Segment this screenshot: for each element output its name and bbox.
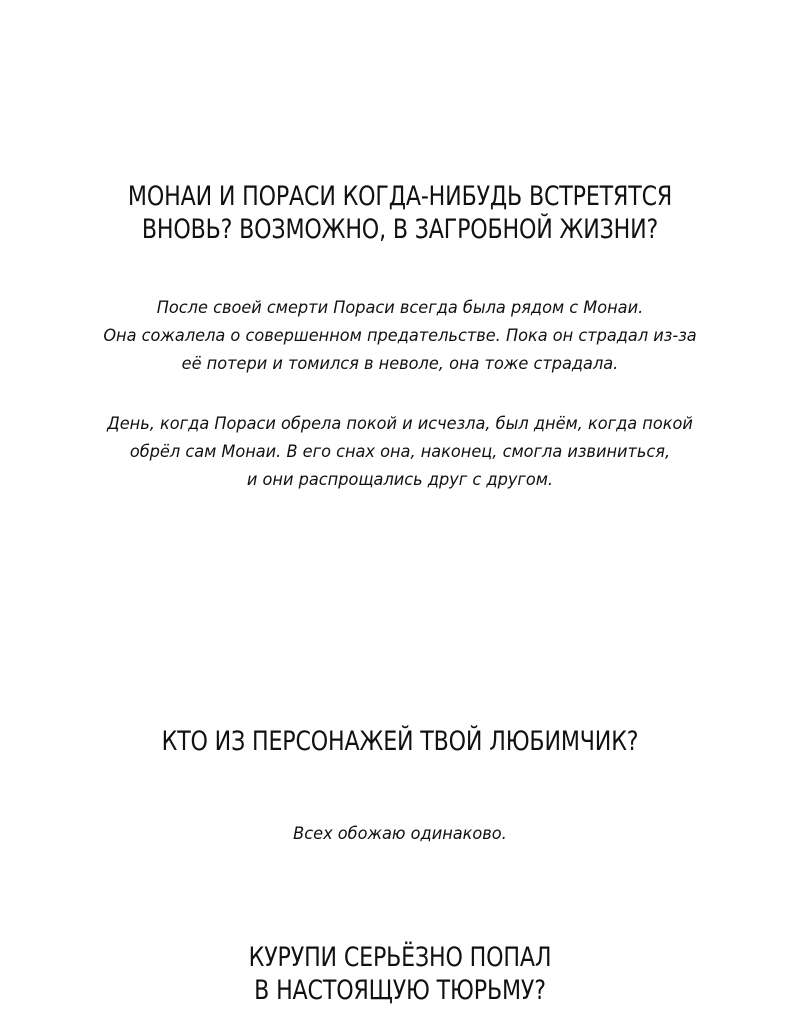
question-line: КУРУПИ СЕРЬЁЗНО ПОПАЛ <box>248 942 552 973</box>
answer-line: Она сожалела о совершенном предательстве. Пока он страдал из-за <box>103 326 697 346</box>
question-line: КТО ИЗ ПЕРСОНАЖЕЙ ТВОЙ ЛЮБИМЧИК? <box>161 726 639 757</box>
answer-line: После своей смерти Пораси всегда была рядом с Монаи. <box>156 298 644 318</box>
question-heading-3 <box>72 941 728 1007</box>
answer-line: её потери и томился в неволе, она тоже страдала. <box>181 354 619 374</box>
answer-line: обрёл сам Монаи. В его снах она, наконец, смогла извиниться, <box>129 442 671 462</box>
answer-paragraph-3 <box>20 820 780 848</box>
answer-paragraph-1 <box>20 294 780 378</box>
question-heading-1 <box>72 180 728 246</box>
answer-paragraph-2 <box>20 410 780 494</box>
question-line: МОНАИ И ПОРАСИ КОГДА-НИБУДЬ ВСТРЕТЯТСЯ <box>127 181 673 212</box>
question-line: В НАСТОЯЩУЮ ТЮРЬМУ? <box>254 975 546 1006</box>
answer-line: Всех обожаю одинаково. <box>293 824 507 844</box>
answer-line: и они распрощались друг с другом. <box>246 470 554 490</box>
answer-line: День, когда Пораси обрела покой и исчезла, был днём, когда покой <box>107 414 693 434</box>
question-heading-2 <box>72 725 728 758</box>
question-line: ВНОВЬ? ВОЗМОЖНО, В ЗАГРОБНОЙ ЖИЗНИ? <box>141 214 659 245</box>
